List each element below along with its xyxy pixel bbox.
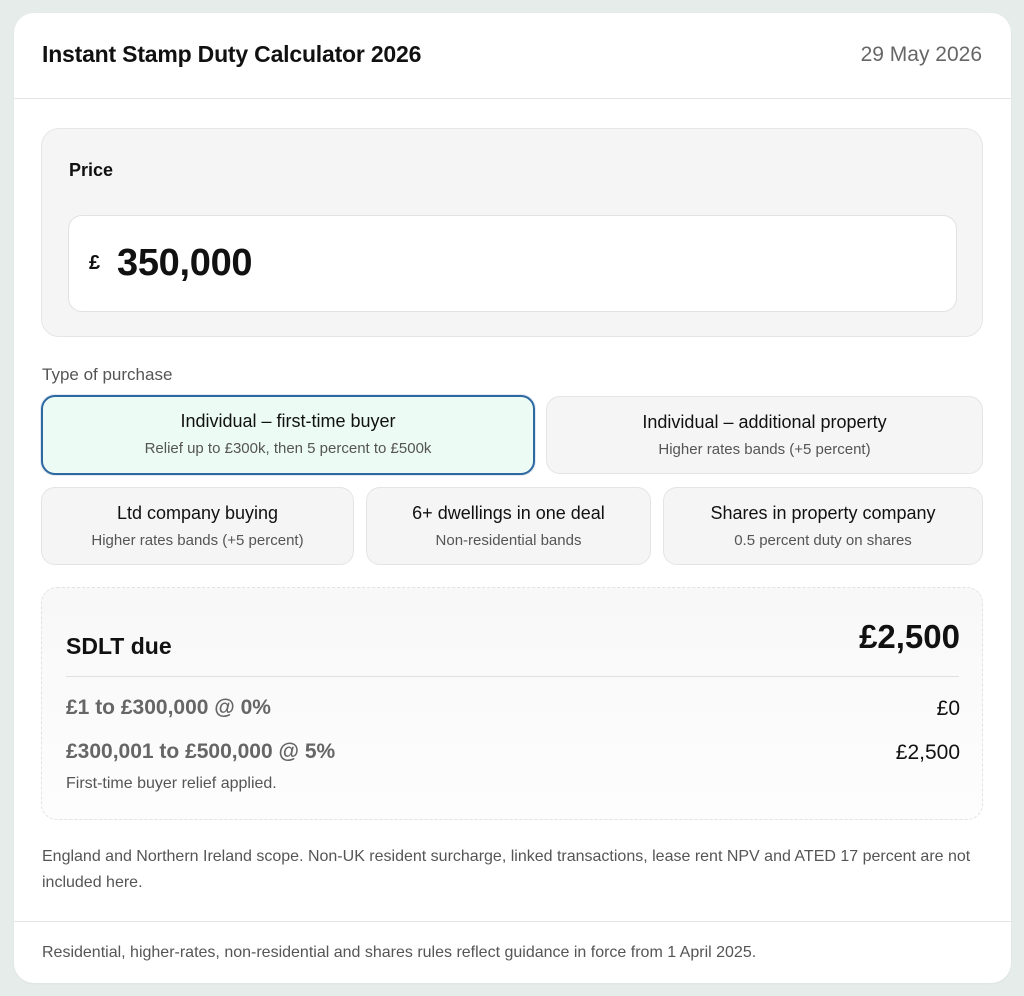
option-subtitle: Non-residential bands (435, 532, 582, 549)
price-panel (41, 128, 983, 337)
currency-symbol: £ (89, 252, 101, 274)
price-label: Price (69, 160, 114, 180)
option-subtitle: Higher rates bands (+5 percent) (658, 441, 871, 458)
price-value[interactable]: 350,000 (117, 242, 253, 284)
option-subtitle: Relief up to £300k, then 5 percent to £500k (144, 440, 432, 457)
option-six-dwellings[interactable] (366, 487, 651, 565)
header (14, 13, 1011, 99)
band-amount: £2,500 (895, 741, 960, 764)
option-title: Ltd company buying (116, 503, 279, 523)
option-shares-property-company[interactable] (663, 487, 983, 565)
footer (14, 921, 1011, 983)
option-title: Individual – first-time buyer (180, 411, 396, 431)
option-ltd-company[interactable] (41, 487, 354, 565)
footer-text: Residential, higher-rates, non-residential and shares rules reflect guidance in force from 1 April 2025. (42, 944, 757, 961)
scope-note: England and Northern Ireland scope. Non-UK resident surcharge, linked transactions, lease rent NPV and ATED 17 percent are not included here. (42, 848, 971, 891)
price-input[interactable] (68, 215, 957, 312)
option-title: 6+ dwellings in one deal (412, 503, 605, 523)
calculator-card (14, 13, 1011, 983)
header-date: 29 May 2026 (860, 43, 982, 66)
option-title: Individual – additional property (642, 412, 887, 432)
sdlt-due-label: SDLT due (66, 633, 172, 659)
option-subtitle: 0.5 percent duty on shares (734, 532, 912, 549)
purchase-type-label: Type of purchase (42, 365, 173, 384)
band-label: £300,001 to £500,000 @ 5% (66, 740, 336, 763)
divider (66, 676, 959, 677)
band-amount: £0 (936, 697, 960, 720)
result-panel (41, 587, 983, 820)
sdlt-due-total: £2,500 (859, 618, 960, 655)
option-additional-property[interactable] (546, 396, 983, 474)
page-title: Instant Stamp Duty Calculator 2026 (42, 41, 422, 67)
band-label: £1 to £300,000 @ 0% (66, 696, 271, 719)
option-first-time-buyer[interactable] (41, 395, 535, 475)
relief-note: First-time buyer relief applied. (66, 775, 277, 792)
option-title: Shares in property company (710, 503, 936, 523)
option-subtitle: Higher rates bands (+5 percent) (91, 532, 304, 549)
